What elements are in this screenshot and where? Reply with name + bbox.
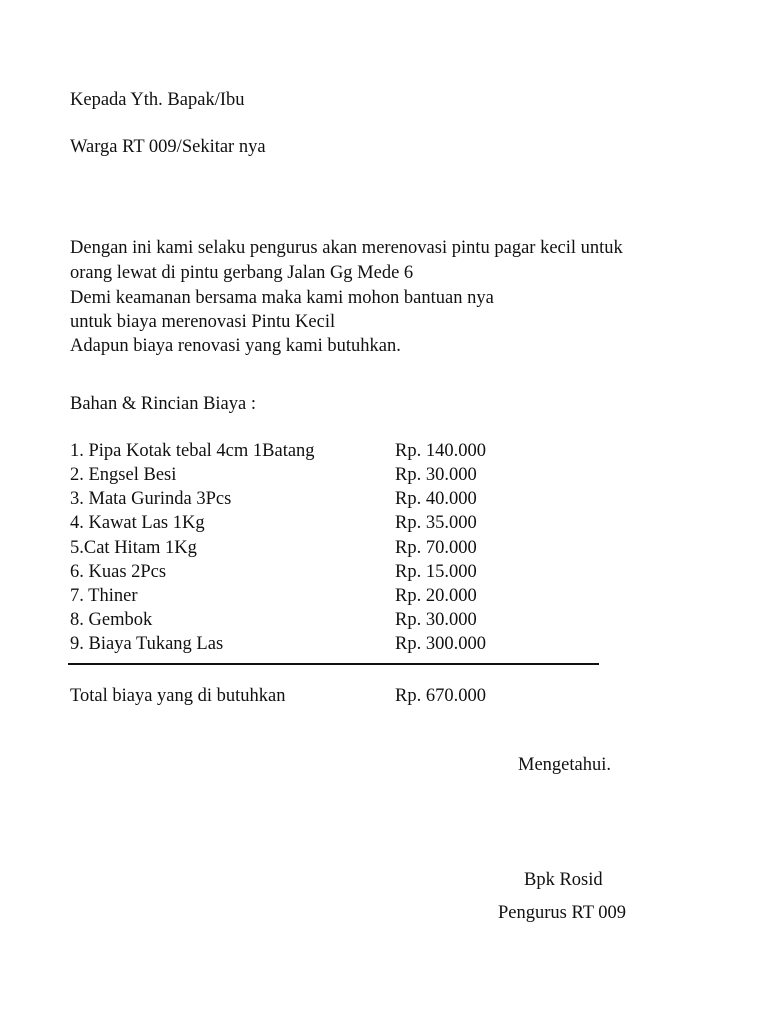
signatory-title: Pengurus RT 009 [498,903,627,923]
signatory-name: Bpk Rosid [524,870,603,890]
body-line: Demi keamanan bersama maka kami mohon bantuan nya [70,288,494,308]
cost-item [70,439,610,463]
cost-item [70,487,610,511]
body-line: Dengan ini kami selaku pengurus akan merenovasi pintu pagar kecil untuk [70,238,623,258]
recipient-line: Kepada Yth. Bapak/Ibu [70,90,245,110]
body-line: untuk biaya merenovasi Pintu Kecil [70,312,336,332]
cost-item-name: 2. Engsel Besi [70,465,177,485]
total-label: Total biaya yang di butuhkan [70,686,286,706]
cost-item [70,608,610,632]
cost-item-name: 5.Cat Hitam 1Kg [70,538,197,558]
body-line: Adapun biaya renovasi yang kami butuhkan. [70,336,401,356]
cost-item-price: Rp. 30.000 [395,610,477,630]
cost-item-price: Rp. 20.000 [395,586,477,606]
cost-item [70,560,610,584]
total-value: Rp. 670.000 [395,686,486,706]
body-line: orang lewat di pintu gerbang Jalan Gg Mede 6 [70,263,414,283]
total-divider [68,663,599,665]
cost-item-name: 3. Mata Gurinda 3Pcs [70,489,232,509]
cost-item-price: Rp. 30.000 [395,465,477,485]
cost-item-price: Rp. 35.000 [395,513,477,533]
cost-item-name: 8. Gembok [70,610,153,630]
total-row [70,684,610,708]
cost-heading: Bahan & Rincian Biaya : [70,394,256,414]
cost-item-name: 7. Thiner [70,586,138,606]
cost-item [70,584,610,608]
cost-item-name: 6. Kuas 2Pcs [70,562,167,582]
cost-item-price: Rp. 70.000 [395,538,477,558]
acknowledge-label: Mengetahui. [518,755,611,775]
cost-item [70,632,610,656]
cost-item [70,536,610,560]
recipient-group-line: Warga RT 009/Sekitar nya [70,137,266,157]
cost-item-price: Rp. 300.000 [395,634,486,654]
cost-item-name: 4. Kawat Las 1Kg [70,513,205,533]
cost-item-price: Rp. 140.000 [395,441,486,461]
cost-item [70,511,610,535]
cost-item-name: 9. Biaya Tukang Las [70,634,224,654]
cost-item-price: Rp. 15.000 [395,562,477,582]
cost-item [70,463,610,487]
cost-item-price: Rp. 40.000 [395,489,477,509]
cost-item-name: 1. Pipa Kotak tebal 4cm 1Batang [70,441,315,461]
